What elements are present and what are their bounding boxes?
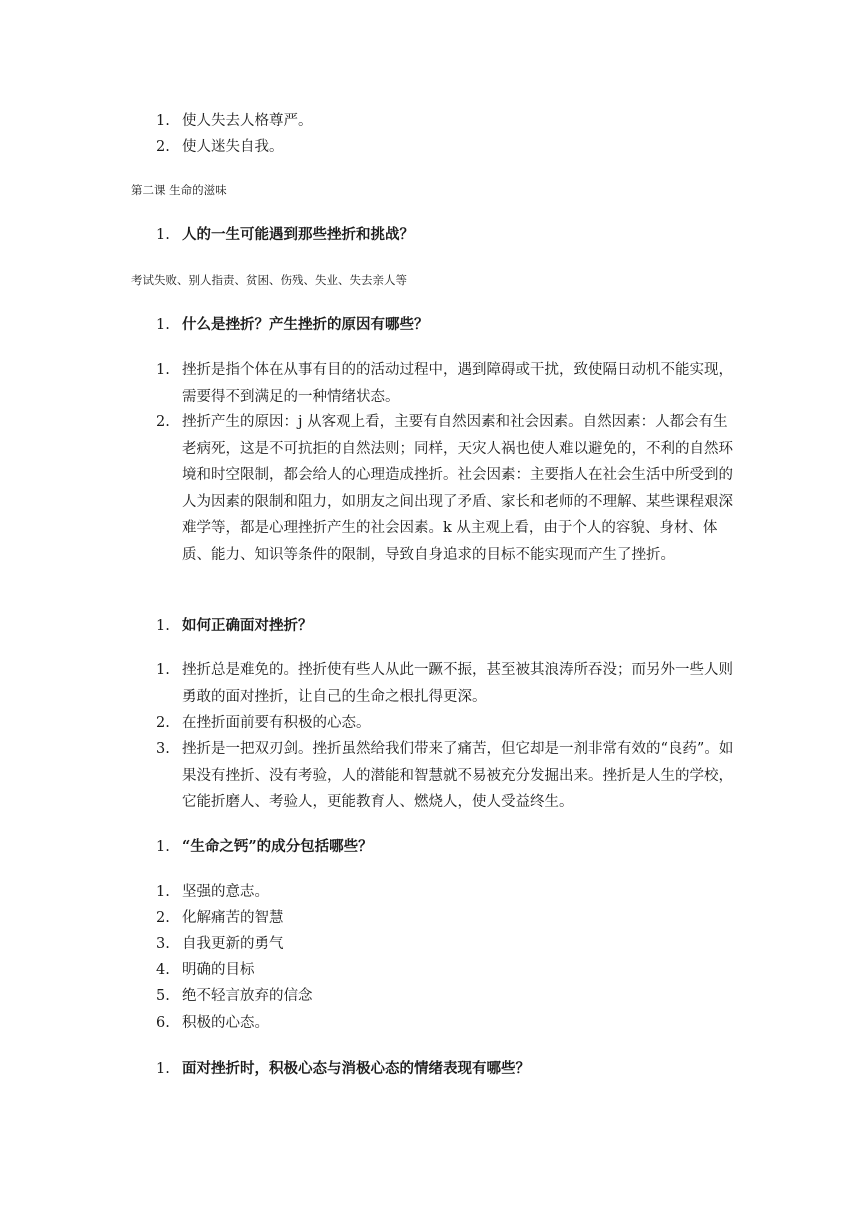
answer-text: 考试失败、别人指责、贫困、伤残、失业、失去亲人等 bbox=[131, 273, 407, 287]
list-item: 1. 使人失去人格尊严。 bbox=[156, 113, 313, 129]
list-item: 1. 挫折是指个体在从事有目的的活动过程中，遇到障碍或干扰，致使隔日动机不能实现，需要得不到满足的一种情绪状态。 bbox=[156, 362, 733, 405]
question-heading: 1. 如何正确面对挫折？ bbox=[156, 617, 313, 634]
question-heading: 1. “生命之钙”的成分包括哪些？ bbox=[156, 838, 373, 855]
question-heading: 1. 人的一生可能遇到那些挫折和挑战？ bbox=[156, 226, 414, 243]
list-item: 1. 挫折总是难免的。挫折使有些人从此一蹶不振，甚至被其浪涛所吞没；而另外一些人则勇敢的面对挫折，让自己的生命之根扎得更深。 bbox=[156, 662, 733, 705]
list-item: 6. 积极的心态。 bbox=[156, 1015, 269, 1031]
list-item: 2. 化解痛苦的智慧 bbox=[156, 910, 284, 926]
list-item: 4. 明确的目标 bbox=[156, 962, 255, 978]
question-heading: 1. 面对挫折时，积极心态与消极心态的情绪表现有哪些？ bbox=[156, 1060, 530, 1077]
list-item: 2. 使人迷失自我。 bbox=[156, 139, 284, 155]
list-item: 2. 在挫折面前要有积极的心态。 bbox=[156, 715, 371, 731]
list-item: 3. 自我更新的勇气 bbox=[156, 936, 284, 952]
list-item: 1. 坚强的意志。 bbox=[156, 884, 269, 900]
list-item: 2. 挫折产生的原因：j 从客观上看，主要有自然因素和社会因素。自然因素：人都会有生老病死，这是不可抗拒的自然法则；同样，天灾人祸也使人难以避免的，不利的自然环境和时空限制，都会给人的心理造成挫折。社会因素：主要指人在社会生活中所受到的人为因素的限制和阻力，如朋友之间出现了矛盾、家长和老师的不理解、某些课程艰深难学等，都是心理挫折产生的社会因素。k 从主观上看，由于个人的容貌、身材、体质、能力、知识等条件的限制，导致自身追求的目标不能实现而产生了挫折。 bbox=[156, 414, 733, 563]
list-item: 5. 绝不轻言放弃的信念 bbox=[156, 988, 313, 1004]
list-item: 3. 挫折是一把双刃剑。挫折虽然给我们带来了痛苦，但它却是一剂非常有效的“良药”。如果没有挫折、没有考验，人的潜能和智慧就不易被充分发掘出来。挫折是人生的学校，它能折磨人、考验人，更能教育人、燃烧人，使人受益终生。 bbox=[156, 741, 734, 810]
lesson-title: 第二课 生命的滋味 bbox=[131, 183, 227, 197]
question-heading: 1. 什么是挫折？产生挫折的原因有哪些？ bbox=[156, 316, 429, 333]
